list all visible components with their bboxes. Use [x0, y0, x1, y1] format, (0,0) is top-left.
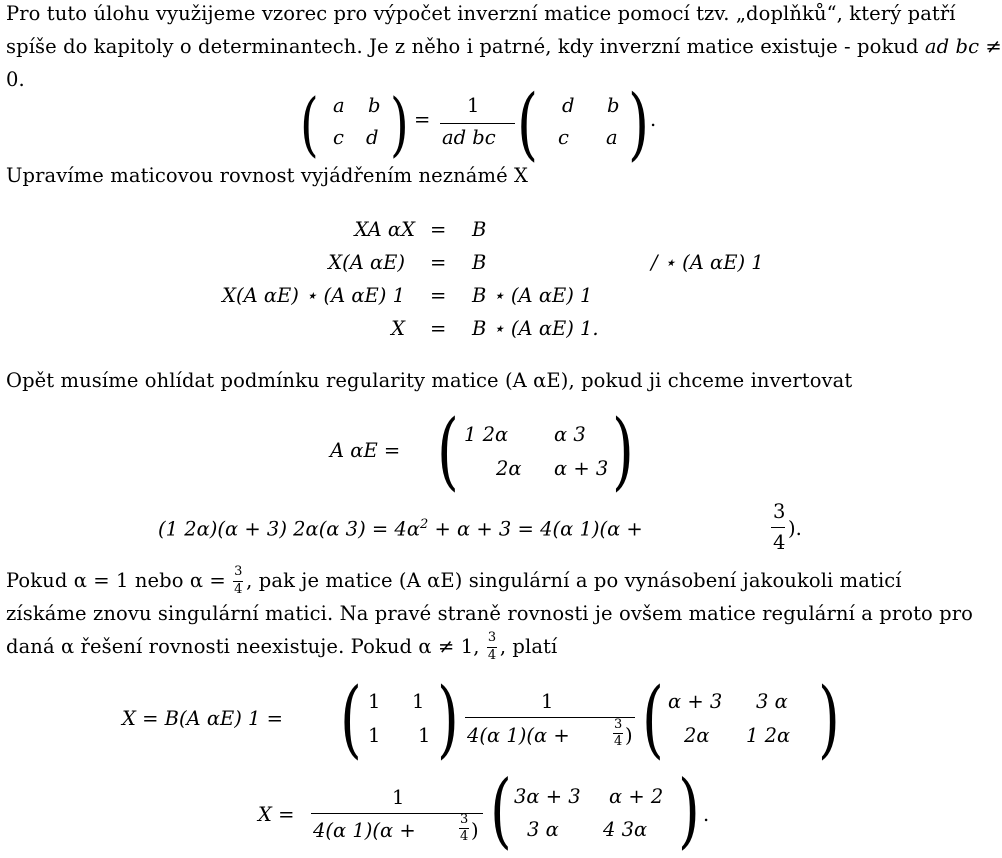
eq5-den-frac-den: 4	[614, 734, 623, 749]
eq2-row4-rhs: B ⋆ (A αE) 1.	[472, 317, 599, 340]
eq4-sup: 2	[420, 517, 429, 532]
eq1-frac-num: 1	[467, 94, 480, 117]
eq2-row2-rhs: B	[472, 251, 487, 274]
eq5-m1-lparen: (	[340, 671, 362, 769]
eq4-text	[158, 517, 643, 541]
eq1-m2-c: c	[558, 126, 569, 149]
eq6-den-frac-num: 3	[460, 812, 469, 827]
eq2-row1-rel: =	[430, 218, 447, 241]
eq4-part1: (1 2α)(α + 3) 2α(α 3) = 4α	[158, 517, 420, 541]
para4-frac1-num: 3	[234, 563, 243, 579]
para4-line3b: , platí	[499, 635, 558, 658]
para3: Opět musíme ohlídat podmínku regularity matice (A αE), pokud ji chceme invertovat	[6, 369, 853, 392]
eq3-lhs: A αE =	[330, 439, 401, 462]
eq5-m2-21: 2α	[684, 724, 710, 747]
eq3-m11: 1 2α	[464, 423, 509, 446]
eq6-frac-den: 4(α 1)(α +	[313, 819, 416, 842]
para1-line2-text: spíše do kapitoly o determinantech. Je z něho i patrné, kdy inverzní matice existuje - pokud	[6, 35, 925, 58]
eq5-m2-lparen: (	[642, 671, 664, 769]
para4-line1b: , pak je matice (A αE) singulární a po vynásobení jakoukoli maticí	[246, 569, 902, 592]
eq5-m2-rparen: )	[818, 671, 840, 769]
eq1-frac-bar	[440, 123, 515, 124]
eq6-lparen: (	[490, 764, 512, 858]
para1-line1: Pro tuto úlohu využijeme vzorec pro výpočet inverzní matice pomocí tzv. „doplňků“, který patří	[6, 2, 956, 25]
eq2-row3-rhs: B ⋆ (A αE) 1	[472, 284, 593, 307]
eq3-m21: 2α	[496, 457, 522, 480]
para4-frac2	[486, 629, 500, 663]
eq1-m1-d: d	[366, 126, 379, 149]
para4-frac1	[232, 563, 246, 597]
eq3-m12: α 3	[554, 423, 586, 446]
eq6-lhs: X =	[258, 803, 295, 826]
eq5-den-frac-num: 3	[614, 717, 623, 732]
eq6-m22: 4 3α	[603, 818, 648, 841]
eq1-m1-lparen: (	[300, 84, 319, 166]
eq1-equals: =	[414, 108, 431, 131]
eq5-m1-21: 1	[368, 724, 381, 747]
para4-line2: získáme znovu singulární matici. Na pravé straně rovnosti je ovšem matice regulární a proto pro	[6, 602, 974, 625]
para1-line3: 0.	[6, 68, 25, 91]
eq1-dot: .	[650, 108, 657, 131]
para1-line2	[6, 35, 1002, 58]
eq1-frac-den: ad bc	[442, 126, 496, 149]
eq2-row2-note: / ⋆ (A αE) 1	[651, 251, 764, 274]
para4-frac2-num: 3	[487, 629, 497, 645]
eq5-den-end: )	[625, 724, 633, 747]
eq5-frac-bar	[465, 717, 635, 718]
eq5-m2-12: 3 α	[756, 690, 788, 713]
eq6-dot: .	[703, 803, 710, 826]
eq3-lparen: (	[437, 403, 459, 501]
para4-frac1-den: 4	[234, 581, 243, 597]
eq1-m1-a: a	[333, 94, 345, 117]
eq6-m12: α + 2	[609, 785, 664, 808]
eq2-row4-lhs: X	[391, 317, 405, 340]
eq5-m2-22: 1 2α	[746, 724, 791, 747]
eq6-frac-bar	[311, 813, 483, 814]
eq6-m21: 3 α	[527, 818, 559, 841]
para4-line1a: Pokud α = 1 nebo α =	[6, 569, 233, 592]
eq1-m2-b: b	[607, 94, 620, 117]
eq5-frac-den: 4(α 1)(α +	[467, 724, 570, 747]
eq2-row3-lhs: X(A αE) ⋆ (A αE) 1	[222, 284, 405, 307]
eq6-den-end: )	[471, 819, 479, 842]
eq1-m2-rparen: )	[628, 78, 650, 170]
eq1-m2-a: a	[606, 126, 618, 149]
eq5-m1-22: 1	[418, 724, 431, 747]
eq3-rparen: )	[612, 403, 634, 501]
eq6-den-frac-den: 4	[460, 829, 469, 844]
eq6-m11: 3α + 3	[514, 785, 581, 808]
eq2-row2-lhs: X(A αE)	[328, 251, 405, 274]
eq5-m1-11: 1	[368, 690, 381, 713]
eq3-m22: α + 3	[554, 457, 609, 480]
eq1-m2-lparen: (	[517, 78, 539, 170]
eq5-m2-11: α + 3	[668, 690, 723, 713]
para4-line3a: daná α řešení rovnosti neexistuje. Pokud α ≠ 1,	[6, 635, 486, 658]
eq5-lhs: X = B(A αE) 1 =	[122, 707, 283, 730]
eq2-row3-rel: =	[430, 284, 447, 307]
eq1-m1-rparen: )	[390, 84, 409, 166]
para4-line3	[6, 629, 558, 663]
para4-frac2-den: 4	[487, 647, 497, 663]
eq5-m1-12: 1	[412, 690, 425, 713]
eq4-part2: + α + 3 = 4(α 1)(α +	[428, 517, 643, 541]
para2: Upravíme maticovou rovnost vyjádřením neznámé X	[6, 164, 529, 187]
para1-line2-math: ad bc ≠	[924, 35, 1002, 58]
eq4-frac-bar	[771, 527, 785, 528]
eq6-frac-num: 1	[392, 786, 405, 809]
eq2-row1-lhs: XA αX	[354, 218, 415, 241]
eq2-row2-rel: =	[430, 251, 447, 274]
eq6-rparen: )	[678, 764, 700, 858]
eq5-m1-rparen: )	[437, 671, 459, 769]
eq5-frac-num: 1	[541, 690, 554, 713]
eq2-row4-rel: =	[430, 317, 447, 340]
eq4-end: ).	[788, 517, 802, 540]
para4-line1	[6, 563, 902, 597]
eq4-frac-num: 3	[773, 500, 786, 523]
eq4-frac-den: 4	[773, 531, 786, 554]
eq1-m2-d: d	[562, 94, 575, 117]
eq2-row1-rhs: B	[472, 218, 487, 241]
eq1-m1-b: b	[368, 94, 381, 117]
eq1-m1-c: c	[333, 126, 344, 149]
